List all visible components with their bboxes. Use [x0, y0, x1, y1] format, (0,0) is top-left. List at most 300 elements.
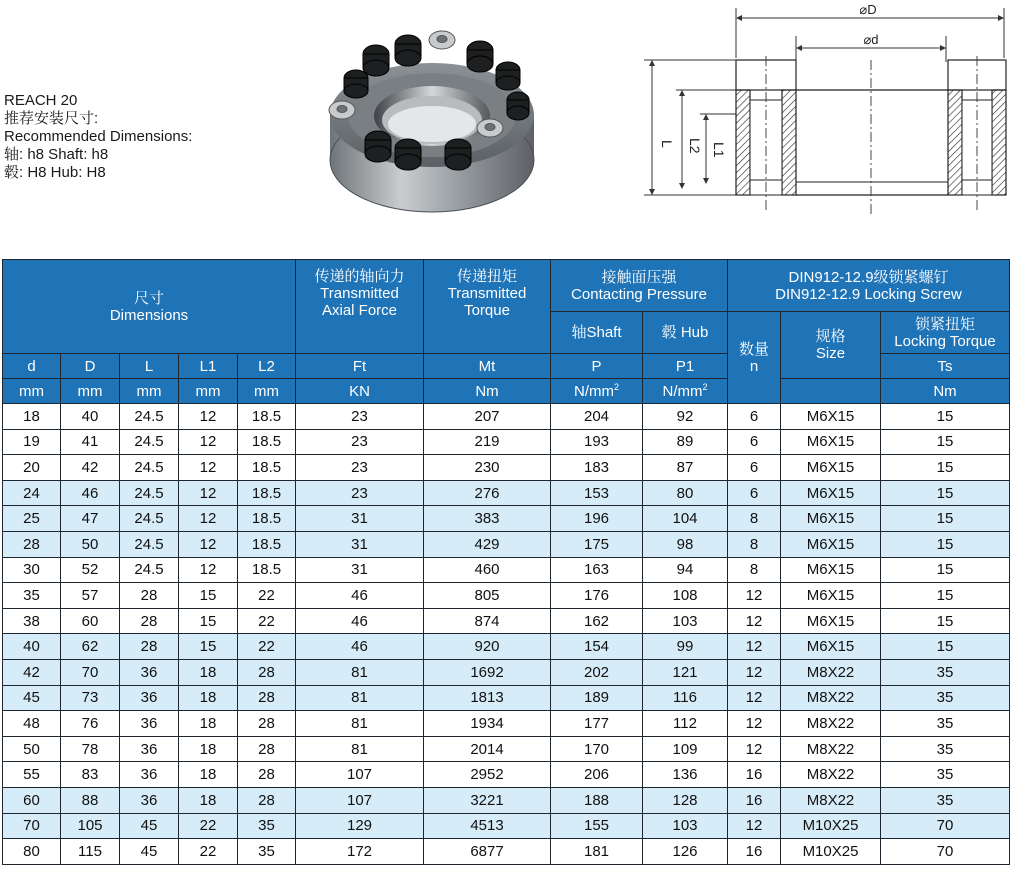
table-cell: 18: [3, 404, 61, 430]
unit-P1: [643, 379, 728, 404]
table-cell: 24.5: [120, 506, 179, 532]
hub-pressure-header: 毂 Hub: [643, 312, 728, 354]
table-cell: 28: [120, 634, 179, 660]
table-cell: 57: [61, 583, 120, 609]
unit-P1-text: N/mm: [662, 382, 703, 400]
table-cell: 92: [643, 404, 728, 430]
length-L1-label: L1: [711, 142, 727, 158]
table-cell: 28: [238, 659, 296, 685]
table-cell: 81: [296, 711, 424, 737]
table-row: [3, 455, 1010, 481]
table-row: [3, 583, 1010, 609]
table-cell: 108: [643, 583, 728, 609]
table-cell: 202: [551, 659, 643, 685]
table-cell: 15: [179, 634, 238, 660]
table-cell: 46: [61, 480, 120, 506]
table-cell: 42: [61, 455, 120, 481]
table-cell: M6X15: [781, 480, 881, 506]
table-cell: 104: [643, 506, 728, 532]
table-cell: M6X15: [781, 557, 881, 583]
pressure-header-cn: 接触面压强: [601, 268, 677, 286]
table-cell: 18: [179, 685, 238, 711]
pressure-header: [551, 260, 728, 312]
table-cell: 196: [551, 506, 643, 532]
table-cell: 204: [551, 404, 643, 430]
table-row: [3, 685, 1010, 711]
inner-diameter-label: ⌀d: [863, 32, 879, 47]
table-cell: 12: [728, 659, 781, 685]
table-cell: 2014: [424, 736, 551, 762]
table-cell: 60: [3, 787, 61, 813]
table-cell: 80: [3, 839, 61, 865]
shaft-tolerance: 轴: h8 Shaft: h8: [4, 146, 109, 163]
symbol-P: P: [551, 354, 643, 379]
table-cell: 23: [296, 455, 424, 481]
screw-header: [728, 260, 1010, 312]
table-cell: 15: [179, 583, 238, 609]
table-cell: 89: [643, 429, 728, 455]
table-row: [3, 429, 1010, 455]
table-cell: 18.5: [238, 429, 296, 455]
table-cell: 28: [238, 762, 296, 788]
table-cell: 15: [179, 608, 238, 634]
table-cell: 45: [120, 839, 179, 865]
table-cell: 874: [424, 608, 551, 634]
table-cell: 103: [643, 813, 728, 839]
table-cell: 35: [881, 711, 1010, 737]
unit-P-exponent: 2: [613, 381, 619, 392]
table-cell: 50: [3, 736, 61, 762]
table-cell: 1813: [424, 685, 551, 711]
table-cell: 12: [728, 634, 781, 660]
table-cell: 48: [3, 711, 61, 737]
table-cell: M10X25: [781, 813, 881, 839]
table-cell: 121: [643, 659, 728, 685]
table-cell: 24.5: [120, 480, 179, 506]
table-cell: 18.5: [238, 557, 296, 583]
table-cell: 28: [238, 711, 296, 737]
table-cell: 129: [296, 813, 424, 839]
table-cell: 30: [3, 557, 61, 583]
torque-header-cn: 传递扭矩: [456, 268, 517, 285]
table-cell: 81: [296, 659, 424, 685]
table-cell: 46: [296, 634, 424, 660]
table-cell: 107: [296, 762, 424, 788]
table-cell: 162: [551, 608, 643, 634]
table-cell: 31: [296, 506, 424, 532]
table-cell: 1692: [424, 659, 551, 685]
table-cell: 15: [881, 557, 1010, 583]
table-cell: 52: [61, 557, 120, 583]
table-cell: 46: [296, 583, 424, 609]
quantity-header-symbol: n: [749, 357, 759, 375]
table-row: [3, 506, 1010, 532]
table-row: [3, 711, 1010, 737]
table-cell: 81: [296, 685, 424, 711]
table-cell: 22: [238, 583, 296, 609]
table-cell: 24: [3, 480, 61, 506]
unit-L: mm: [120, 379, 179, 404]
table-cell: 60: [61, 608, 120, 634]
table-cell: M8X22: [781, 711, 881, 737]
table-cell: 36: [120, 685, 179, 711]
table-row: [3, 762, 1010, 788]
table-cell: 15: [881, 404, 1010, 430]
table-cell: 219: [424, 429, 551, 455]
outer-diameter-label: ⌀D: [859, 2, 877, 17]
table-cell: 18.5: [238, 455, 296, 481]
table-cell: 8: [728, 531, 781, 557]
table-cell: 28: [238, 736, 296, 762]
table-cell: 429: [424, 531, 551, 557]
table-cell: 112: [643, 711, 728, 737]
locking-torque-header: [881, 312, 1010, 354]
table-cell: 12: [179, 429, 238, 455]
table-cell: 22: [179, 813, 238, 839]
dimensions-header: [3, 260, 296, 354]
torque-header-en2: Torque: [464, 302, 510, 319]
table-cell: 35: [881, 659, 1010, 685]
table-cell: M6X15: [781, 531, 881, 557]
table-row: [3, 404, 1010, 430]
table-cell: 23: [296, 480, 424, 506]
table-cell: 41: [61, 429, 120, 455]
table-cell: 177: [551, 711, 643, 737]
unit-P1-exponent: 2: [702, 381, 708, 392]
unit-Mt: Nm: [424, 379, 551, 404]
table-row: [3, 608, 1010, 634]
table-cell: 35: [881, 787, 1010, 813]
table-cell: 15: [881, 583, 1010, 609]
symbol-P1: P1: [643, 354, 728, 379]
table-cell: 28: [120, 583, 179, 609]
table-cell: 18.5: [238, 404, 296, 430]
cross-section-drawing: [640, 0, 1013, 222]
table-cell: 183: [551, 455, 643, 481]
table-cell: 15: [881, 634, 1010, 660]
table-cell: 35: [238, 813, 296, 839]
table-cell: M6X15: [781, 634, 881, 660]
table-cell: 126: [643, 839, 728, 865]
table-cell: 76: [61, 711, 120, 737]
table-cell: 6: [728, 480, 781, 506]
axial-force-header-en2: Axial Force: [321, 302, 398, 319]
table-cell: 19: [3, 429, 61, 455]
table-cell: 25: [3, 506, 61, 532]
table-row: [3, 787, 1010, 813]
table-row: [3, 557, 1010, 583]
table-cell: 12: [728, 608, 781, 634]
dimensions-header-cn: 尺寸: [133, 289, 164, 307]
axial-force-header: [296, 260, 424, 354]
size-unit-blank: [781, 379, 881, 404]
unit-d: mm: [3, 379, 61, 404]
table-cell: 18: [179, 711, 238, 737]
table-cell: 18.5: [238, 531, 296, 557]
unit-L1: mm: [179, 379, 238, 404]
table-cell: 383: [424, 506, 551, 532]
table-cell: 15: [881, 455, 1010, 481]
table-cell: 31: [296, 531, 424, 557]
symbol-D: D: [61, 354, 120, 379]
table-cell: M10X25: [781, 839, 881, 865]
table-cell: 12: [179, 506, 238, 532]
table-cell: 81: [296, 736, 424, 762]
table-cell: 6: [728, 455, 781, 481]
table-cell: 22: [238, 634, 296, 660]
table-cell: 83: [61, 762, 120, 788]
table-cell: 24.5: [120, 455, 179, 481]
table-cell: 88: [61, 787, 120, 813]
recommended-label-en: Recommended Dimensions:: [4, 128, 193, 145]
table-cell: 31: [296, 557, 424, 583]
table-cell: 98: [643, 531, 728, 557]
table-cell: 62: [61, 634, 120, 660]
table-cell: 230: [424, 455, 551, 481]
table-cell: M6X15: [781, 455, 881, 481]
table-row: [3, 736, 1010, 762]
table-cell: 18.5: [238, 506, 296, 532]
length-L2-label: L2: [687, 138, 703, 154]
symbol-L: L: [120, 354, 179, 379]
unit-P-text: N/mm: [573, 382, 614, 400]
table-cell: 18: [179, 787, 238, 813]
table-cell: 80: [643, 480, 728, 506]
table-cell: 18: [179, 736, 238, 762]
dimensions-header-en: Dimensions: [109, 306, 189, 324]
table-cell: 188: [551, 787, 643, 813]
table-cell: M6X15: [781, 404, 881, 430]
table-cell: M8X22: [781, 787, 881, 813]
table-cell: 24.5: [120, 531, 179, 557]
table-cell: 176: [551, 583, 643, 609]
table-cell: 3221: [424, 787, 551, 813]
table-cell: 28: [120, 608, 179, 634]
screw-size-header: [781, 312, 881, 379]
model-name: REACH 20: [4, 92, 78, 109]
table-cell: M6X15: [781, 583, 881, 609]
table-cell: 45: [3, 685, 61, 711]
table-cell: 12: [179, 480, 238, 506]
symbol-Ft: Ft: [296, 354, 424, 379]
screw-header-en: DIN912-12.9 Locking Screw: [775, 285, 962, 303]
table-cell: 2952: [424, 762, 551, 788]
table-row: [3, 531, 1010, 557]
table-cell: 805: [424, 583, 551, 609]
table-cell: 23: [296, 429, 424, 455]
table-cell: 24.5: [120, 429, 179, 455]
table-cell: 78: [61, 736, 120, 762]
table-cell: M6X15: [781, 506, 881, 532]
table-cell: 8: [728, 557, 781, 583]
table-cell: 73: [61, 685, 120, 711]
table-cell: 136: [643, 762, 728, 788]
table-cell: 181: [551, 839, 643, 865]
pressure-header-en: Contacting Pressure: [571, 285, 707, 303]
table-cell: 18.5: [238, 480, 296, 506]
table-cell: 40: [3, 634, 61, 660]
table-cell: 128: [643, 787, 728, 813]
table-cell: 47: [61, 506, 120, 532]
table-cell: 23: [296, 404, 424, 430]
table-cell: 36: [120, 736, 179, 762]
table-cell: 12: [728, 736, 781, 762]
table-cell: 46: [296, 608, 424, 634]
table-cell: 16: [728, 762, 781, 788]
table-cell: 153: [551, 480, 643, 506]
table-cell: 12: [728, 711, 781, 737]
table-cell: 22: [238, 608, 296, 634]
table-cell: 70: [881, 813, 1010, 839]
locking-torque-header-en: Locking Torque: [894, 332, 996, 350]
table-cell: 189: [551, 685, 643, 711]
symbol-L2: L2: [238, 354, 296, 379]
table-cell: 40: [61, 404, 120, 430]
specification-rows: [3, 404, 1010, 865]
table-cell: 6: [728, 429, 781, 455]
unit-Ft: KN: [296, 379, 424, 404]
axial-force-header-en1: Transmitted: [320, 285, 399, 302]
length-L-label: L: [659, 140, 675, 148]
table-row: [3, 659, 1010, 685]
table-cell: 35: [881, 685, 1010, 711]
table-cell: 35: [881, 762, 1010, 788]
screw-header-cn: DIN912-12.9级锁紧螺钉: [788, 268, 949, 286]
table-cell: 15: [881, 531, 1010, 557]
table-cell: 18: [179, 762, 238, 788]
table-cell: 28: [238, 787, 296, 813]
table-cell: 15: [881, 429, 1010, 455]
table-cell: 28: [3, 531, 61, 557]
table-cell: 172: [296, 839, 424, 865]
table-cell: 24.5: [120, 404, 179, 430]
table-cell: 35: [238, 839, 296, 865]
table-cell: 107: [296, 787, 424, 813]
unit-D: mm: [61, 379, 120, 404]
table-cell: 50: [61, 531, 120, 557]
table-cell: 28: [238, 685, 296, 711]
size-header-cn: 规格: [815, 328, 846, 345]
table-cell: 99: [643, 634, 728, 660]
symbol-L1: L1: [179, 354, 238, 379]
table-cell: 6877: [424, 839, 551, 865]
shaft-pressure-header: 轴Shaft: [551, 312, 643, 354]
table-cell: 170: [551, 736, 643, 762]
table-cell: 12: [728, 813, 781, 839]
table-row: [3, 813, 1010, 839]
table-cell: 70: [881, 839, 1010, 865]
hub-tolerance: 毂: H8 Hub: H8: [4, 164, 106, 181]
table-cell: 38: [3, 608, 61, 634]
table-cell: 105: [61, 813, 120, 839]
table-cell: 6: [728, 404, 781, 430]
table-row: [3, 634, 1010, 660]
table-cell: 36: [120, 711, 179, 737]
screw-quantity-header: [728, 312, 781, 404]
table-cell: 460: [424, 557, 551, 583]
table-cell: 154: [551, 634, 643, 660]
table-cell: 276: [424, 480, 551, 506]
table-cell: 8: [728, 506, 781, 532]
symbol-Ts: Ts: [881, 354, 1010, 379]
table-cell: 70: [3, 813, 61, 839]
table-cell: 36: [120, 762, 179, 788]
table-cell: 24.5: [120, 557, 179, 583]
table-cell: 16: [728, 787, 781, 813]
torque-header: [424, 260, 551, 354]
table-cell: M8X22: [781, 762, 881, 788]
recommended-dimensions-note: [4, 92, 192, 182]
table-cell: 175: [551, 531, 643, 557]
axial-force-header-cn: 传递的轴向力: [314, 268, 405, 285]
table-cell: 12: [179, 531, 238, 557]
table-cell: 42: [3, 659, 61, 685]
table-cell: 163: [551, 557, 643, 583]
table-cell: 15: [881, 480, 1010, 506]
symbol-d: d: [3, 354, 61, 379]
table-cell: 55: [3, 762, 61, 788]
quantity-header-cn: 数量: [738, 340, 769, 358]
table-cell: 155: [551, 813, 643, 839]
table-cell: M6X15: [781, 608, 881, 634]
table-cell: 4513: [424, 813, 551, 839]
table-cell: 109: [643, 736, 728, 762]
table-cell: 87: [643, 455, 728, 481]
table-row: [3, 480, 1010, 506]
table-cell: 115: [61, 839, 120, 865]
unit-Ts: Nm: [881, 379, 1010, 404]
unit-L2: mm: [238, 379, 296, 404]
table-cell: M8X22: [781, 659, 881, 685]
table-cell: 94: [643, 557, 728, 583]
specification-table: [2, 259, 1010, 865]
table-cell: 193: [551, 429, 643, 455]
table-cell: 116: [643, 685, 728, 711]
table-cell: 16: [728, 839, 781, 865]
symbol-Mt: Mt: [424, 354, 551, 379]
table-cell: 70: [61, 659, 120, 685]
table-cell: 22: [179, 839, 238, 865]
table-cell: 207: [424, 404, 551, 430]
torque-header-en1: Transmitted: [447, 285, 527, 302]
table-cell: M8X22: [781, 736, 881, 762]
table-cell: 12: [179, 455, 238, 481]
table-row: [3, 839, 1010, 865]
table-cell: 15: [881, 608, 1010, 634]
table-cell: 20: [3, 455, 61, 481]
table-cell: 206: [551, 762, 643, 788]
table-cell: 45: [120, 813, 179, 839]
table-cell: 103: [643, 608, 728, 634]
unit-P: [551, 379, 643, 404]
table-cell: 12: [728, 583, 781, 609]
table-cell: 35: [3, 583, 61, 609]
recommended-label-cn: 推荐安装尺寸:: [4, 110, 99, 127]
table-cell: 12: [179, 557, 238, 583]
locking-assembly-photo: [318, 20, 546, 218]
table-cell: 1934: [424, 711, 551, 737]
table-cell: 12: [728, 685, 781, 711]
table-cell: 15: [881, 506, 1010, 532]
table-cell: 36: [120, 787, 179, 813]
table-cell: 35: [881, 736, 1010, 762]
table-cell: 12: [179, 404, 238, 430]
table-cell: M6X15: [781, 429, 881, 455]
table-cell: M8X22: [781, 685, 881, 711]
size-header-en: Size: [815, 345, 846, 362]
table-cell: 920: [424, 634, 551, 660]
table-cell: 36: [120, 659, 179, 685]
